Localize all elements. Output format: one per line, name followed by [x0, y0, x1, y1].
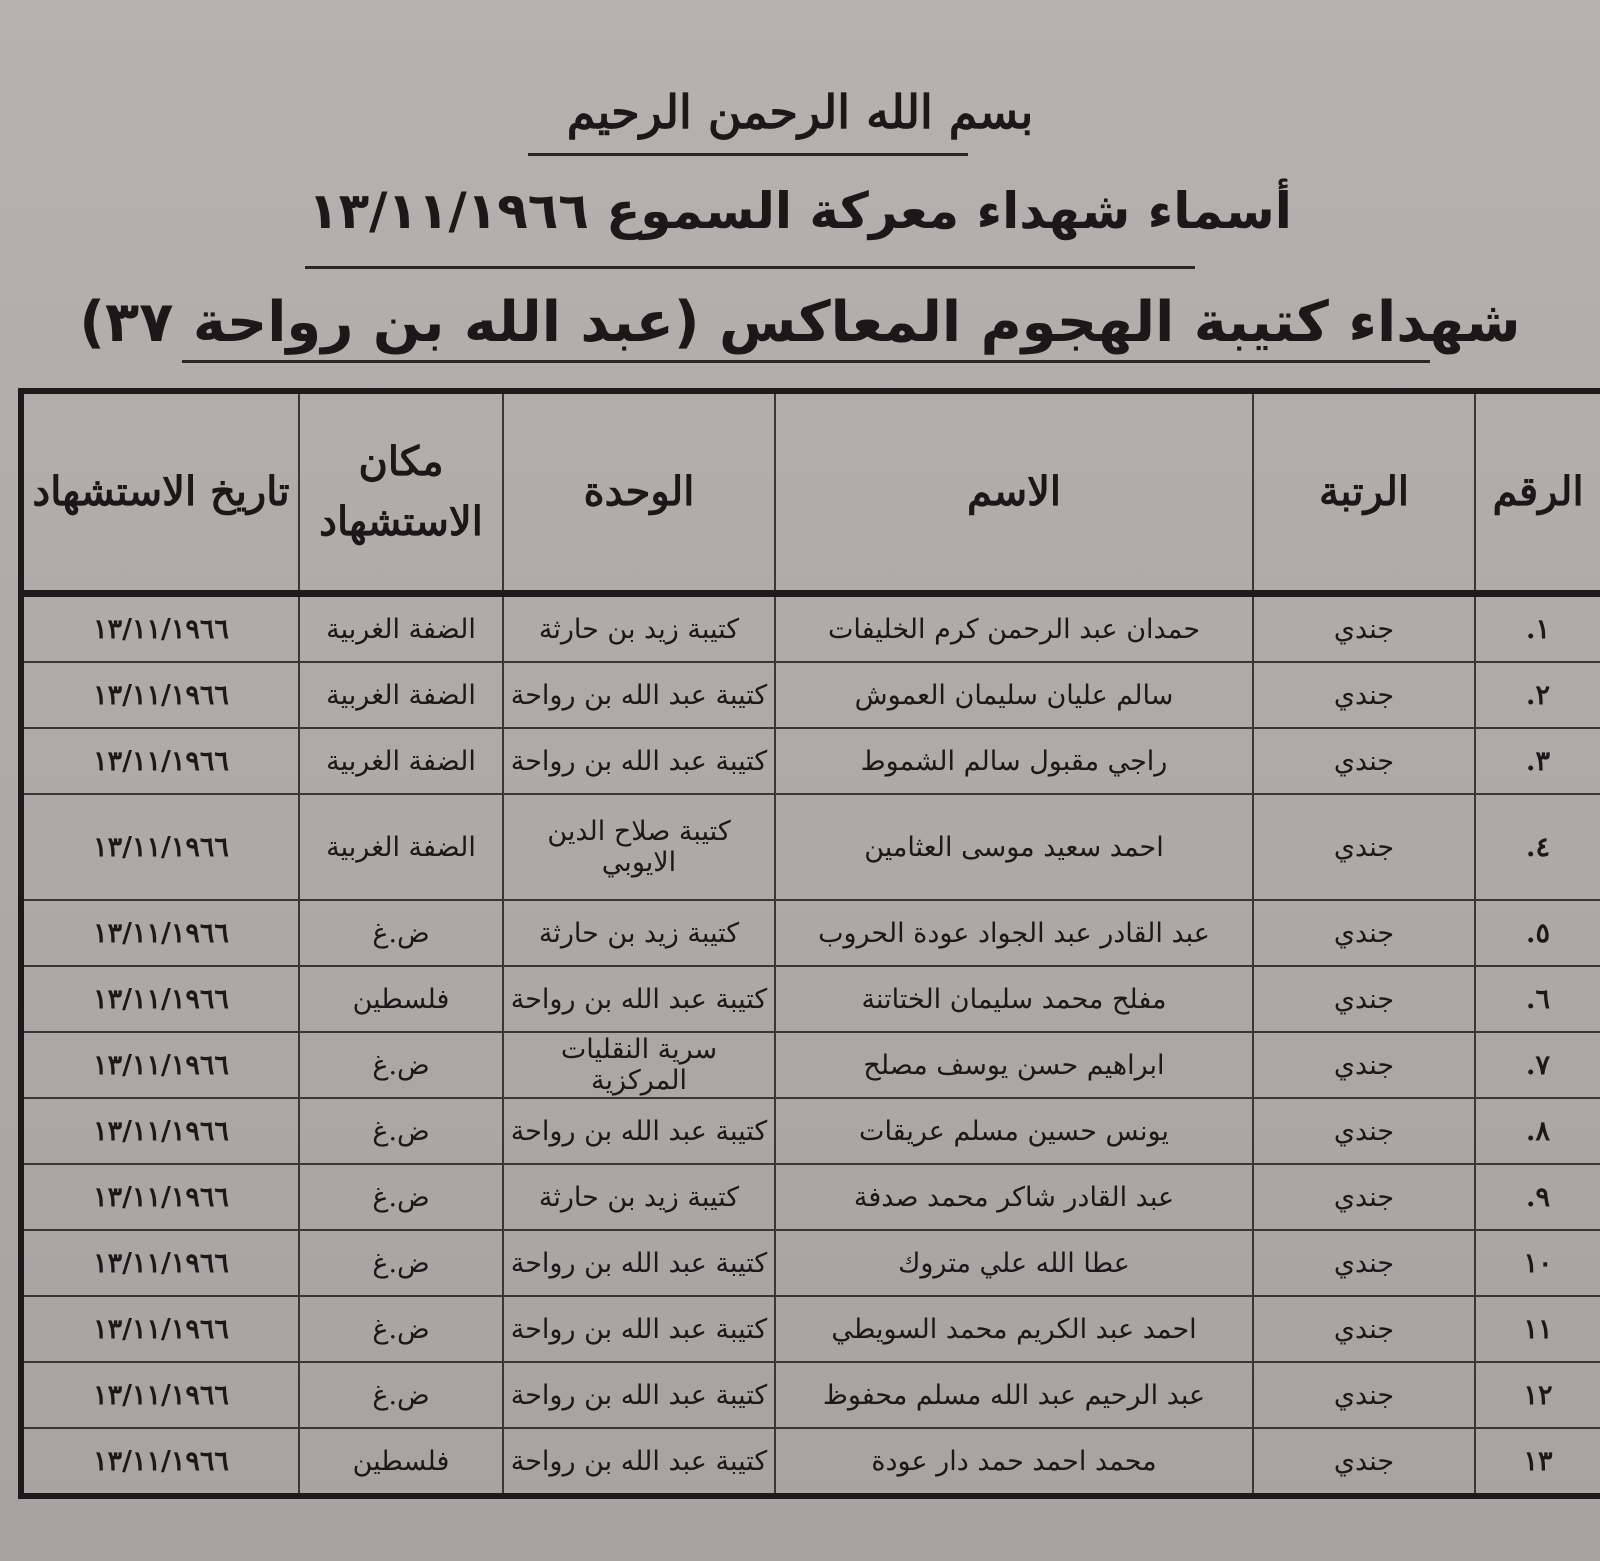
row-place: الضفة الغربية: [299, 662, 503, 728]
row-number: ٨.: [1475, 1098, 1600, 1164]
row-place: الضفة الغربية: [299, 728, 503, 794]
row-place: ض.غ: [299, 1296, 503, 1362]
header-unit: الوحدة: [503, 391, 775, 594]
row-place: ض.غ: [299, 1032, 503, 1098]
row-name: حمدان عبد الرحمن كرم الخليفات: [775, 594, 1253, 663]
title-underline: [305, 266, 1195, 269]
table-row: [21, 1098, 1600, 1164]
table-row: [21, 662, 1600, 728]
row-unit: كتيبة عبد الله بن رواحة: [503, 1098, 775, 1164]
row-place: ض.غ: [299, 1164, 503, 1230]
table-row: [21, 900, 1600, 966]
row-rank: جندي: [1253, 1362, 1475, 1428]
header-place: مكان الاستشهاد: [299, 391, 503, 594]
row-name: محمد احمد حمد دار عودة: [775, 1428, 1253, 1496]
row-date: ١٣/١١/١٩٦٦: [21, 966, 299, 1032]
row-date: ١٣/١١/١٩٦٦: [21, 1428, 299, 1496]
table-row: [21, 1164, 1600, 1230]
row-rank: جندي: [1253, 1098, 1475, 1164]
row-number: ٧.: [1475, 1032, 1600, 1098]
table-row: [21, 1032, 1600, 1098]
row-name: يونس حسين مسلم عريقات: [775, 1098, 1253, 1164]
row-date: ١٣/١١/١٩٦٦: [21, 662, 299, 728]
row-place: الضفة الغربية: [299, 794, 503, 900]
row-number: ٦.: [1475, 966, 1600, 1032]
row-rank: جندي: [1253, 900, 1475, 966]
header-date: تاريخ الاستشهاد: [21, 391, 299, 594]
row-number: ٩.: [1475, 1164, 1600, 1230]
row-date: ١٣/١١/١٩٦٦: [21, 1362, 299, 1428]
row-unit: كتيبة زيد بن حارثة: [503, 900, 775, 966]
row-place: ض.غ: [299, 900, 503, 966]
row-unit: كتيبة صلاح الدين الايوبي: [503, 794, 775, 900]
row-date: ١٣/١١/١٩٦٦: [21, 728, 299, 794]
table-row: [21, 1428, 1600, 1496]
row-rank: جندي: [1253, 728, 1475, 794]
table-row: [21, 1296, 1600, 1362]
table-row: [21, 794, 1600, 900]
row-rank: جندي: [1253, 794, 1475, 900]
row-date: ١٣/١١/١٩٦٦: [21, 900, 299, 966]
row-unit: كتيبة عبد الله بن رواحة: [503, 1230, 775, 1296]
row-date: ١٣/١١/١٩٦٦: [21, 794, 299, 900]
row-rank: جندي: [1253, 662, 1475, 728]
row-name: مفلح محمد سليمان الختاتنة: [775, 966, 1253, 1032]
basmala-heading: بسم الله الرحمن الرحيم: [566, 85, 1034, 139]
document-subtitle: شهداء كتيبة الهجوم المعاكس (عبد الله بن رواحة ٣٧): [79, 290, 1521, 355]
row-rank: جندي: [1253, 1428, 1475, 1496]
row-place: فلسطين: [299, 966, 503, 1032]
martyrs-table: [18, 388, 1600, 1499]
row-rank: جندي: [1253, 966, 1475, 1032]
row-name: احمد عبد الكريم محمد السويطي: [775, 1296, 1253, 1362]
row-date: ١٣/١١/١٩٦٦: [21, 1098, 299, 1164]
row-unit: سرية النقليات المركزية: [503, 1032, 775, 1098]
row-rank: جندي: [1253, 1230, 1475, 1296]
table-row: [21, 966, 1600, 1032]
row-number: ٥.: [1475, 900, 1600, 966]
row-unit: كتيبة عبد الله بن رواحة: [503, 1362, 775, 1428]
row-number: ١٢: [1475, 1362, 1600, 1428]
row-unit: كتيبة زيد بن حارثة: [503, 1164, 775, 1230]
document-title: أسماء شهداء معركة السموع ١٣/١١/١٩٦٦: [308, 182, 1292, 240]
row-name: احمد سعيد موسى العثامين: [775, 794, 1253, 900]
basmala-underline: [528, 153, 968, 156]
header-rank: الرتبة: [1253, 391, 1475, 594]
row-unit: كتيبة عبد الله بن رواحة: [503, 728, 775, 794]
row-number: ١.: [1475, 594, 1600, 663]
row-place: ض.غ: [299, 1230, 503, 1296]
row-place: الضفة الغربية: [299, 594, 503, 663]
row-date: ١٣/١١/١٩٦٦: [21, 594, 299, 663]
row-name: عبد الرحيم عبد الله مسلم محفوظ: [775, 1362, 1253, 1428]
row-number: ٤.: [1475, 794, 1600, 900]
table-row: [21, 728, 1600, 794]
row-name: ابراهيم حسن يوسف مصلح: [775, 1032, 1253, 1098]
row-name: راجي مقبول سالم الشموط: [775, 728, 1253, 794]
table-row: [21, 1362, 1600, 1428]
row-place: ض.غ: [299, 1098, 503, 1164]
row-place: فلسطين: [299, 1428, 503, 1496]
row-date: ١٣/١١/١٩٦٦: [21, 1296, 299, 1362]
row-name: عبد القادر شاكر محمد صدفة: [775, 1164, 1253, 1230]
row-unit: كتيبة عبد الله بن رواحة: [503, 1296, 775, 1362]
header-name: الاسم: [775, 391, 1253, 594]
row-unit: كتيبة زيد بن حارثة: [503, 594, 775, 663]
row-date: ١٣/١١/١٩٦٦: [21, 1230, 299, 1296]
row-rank: جندي: [1253, 1164, 1475, 1230]
row-unit: كتيبة عبد الله بن رواحة: [503, 662, 775, 728]
row-number: ٣.: [1475, 728, 1600, 794]
row-unit: كتيبة عبد الله بن رواحة: [503, 966, 775, 1032]
table-row: [21, 1230, 1600, 1296]
table-row: [21, 594, 1600, 663]
row-number: ١١: [1475, 1296, 1600, 1362]
row-rank: جندي: [1253, 1296, 1475, 1362]
row-number: ١٠: [1475, 1230, 1600, 1296]
row-date: ١٣/١١/١٩٦٦: [21, 1032, 299, 1098]
row-name: عطا الله علي متروك: [775, 1230, 1253, 1296]
row-name: سالم عليان سليمان العموش: [775, 662, 1253, 728]
row-number: ١٣: [1475, 1428, 1600, 1496]
table-body: [21, 594, 1600, 1497]
header-number: الرقم: [1475, 391, 1600, 594]
table-header: [21, 391, 1600, 594]
row-unit: كتيبة عبد الله بن رواحة: [503, 1428, 775, 1496]
row-number: ٢.: [1475, 662, 1600, 728]
row-rank: جندي: [1253, 594, 1475, 663]
row-place: ض.غ: [299, 1362, 503, 1428]
row-rank: جندي: [1253, 1032, 1475, 1098]
row-name: عبد القادر عبد الجواد عودة الحروب: [775, 900, 1253, 966]
row-date: ١٣/١١/١٩٦٦: [21, 1164, 299, 1230]
subtitle-underline: [182, 360, 1430, 363]
